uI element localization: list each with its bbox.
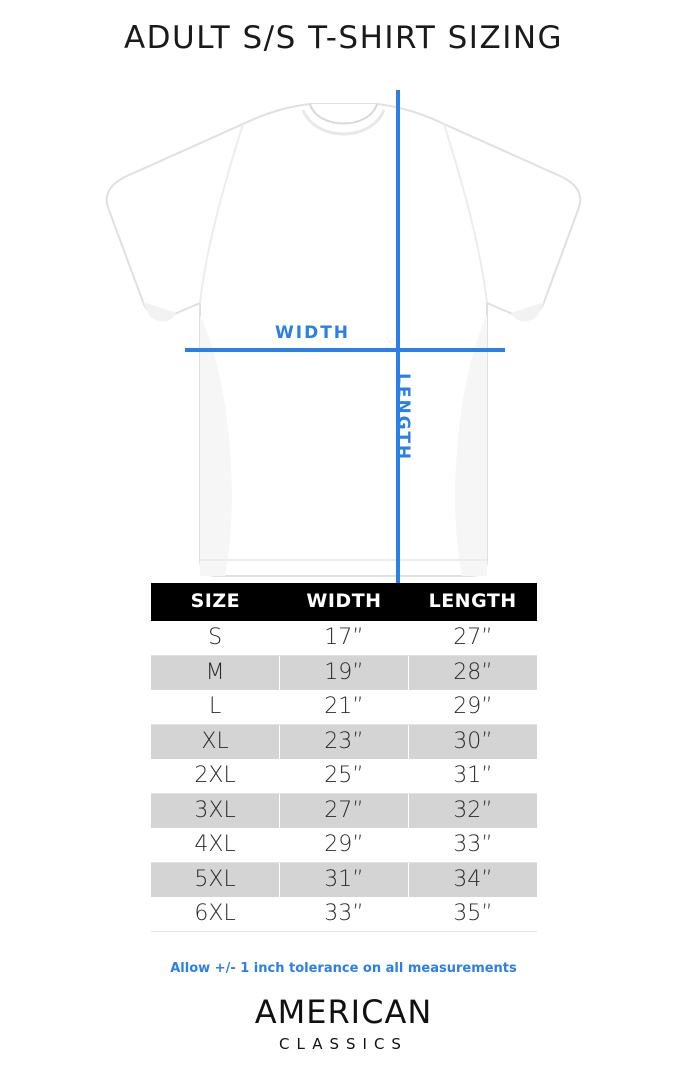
cell-size: M — [151, 656, 280, 691]
table-row — [151, 759, 537, 794]
width-label: WIDTH — [275, 323, 351, 343]
width-measure-line — [185, 348, 505, 352]
cell-size: XL — [151, 725, 280, 760]
header-width: WIDTH — [280, 583, 409, 621]
cell-width: 23” — [280, 725, 409, 760]
cell-width: 27” — [280, 794, 409, 829]
cell-length: 34” — [408, 863, 537, 898]
cell-length: 32” — [408, 794, 537, 829]
cell-size: 2XL — [151, 759, 280, 794]
table-row — [151, 897, 537, 932]
cell-size: S — [151, 621, 280, 656]
table-row — [151, 725, 537, 760]
cell-width: 17” — [280, 621, 409, 656]
cell-length: 28” — [408, 656, 537, 691]
brand-tagline: CLASSICS — [279, 1035, 408, 1053]
page-title: ADULT S/S T-SHIRT SIZING — [123, 20, 564, 56]
cell-size: 4XL — [151, 828, 280, 863]
cell-width: 25” — [280, 759, 409, 794]
cell-width: 31” — [280, 863, 409, 898]
table-header-row — [151, 583, 537, 621]
cell-width: 21” — [280, 690, 409, 725]
table-row — [151, 828, 537, 863]
table-row — [151, 690, 537, 725]
table-row — [151, 863, 537, 898]
cell-length: 30” — [408, 725, 537, 760]
tolerance-note: Allow +/- 1 inch tolerance on all measurements — [170, 961, 517, 976]
cell-size: 5XL — [151, 863, 280, 898]
cell-width: 19” — [280, 656, 409, 691]
table-row — [151, 794, 537, 829]
header-size: SIZE — [151, 583, 280, 621]
cell-length: 35” — [408, 897, 537, 932]
cell-length: 29” — [408, 690, 537, 725]
cell-size: L — [151, 690, 280, 725]
tshirt-diagram — [0, 80, 687, 570]
cell-size: 3XL — [151, 794, 280, 829]
length-label: LENGTH — [393, 373, 413, 462]
cell-length: 27” — [408, 621, 537, 656]
table-row — [151, 656, 537, 691]
table-row — [151, 621, 537, 656]
sizing-table — [151, 583, 537, 932]
cell-width: 33” — [280, 897, 409, 932]
cell-width: 29” — [280, 828, 409, 863]
cell-size: 6XL — [151, 897, 280, 932]
length-measure-line — [396, 90, 400, 645]
sizing-table-container — [151, 583, 537, 932]
brand-logo — [0, 993, 687, 1053]
cell-length: 31” — [408, 759, 537, 794]
cell-length: 33” — [408, 828, 537, 863]
brand-name: AMERICAN — [254, 993, 433, 1031]
header-length: LENGTH — [408, 583, 537, 621]
